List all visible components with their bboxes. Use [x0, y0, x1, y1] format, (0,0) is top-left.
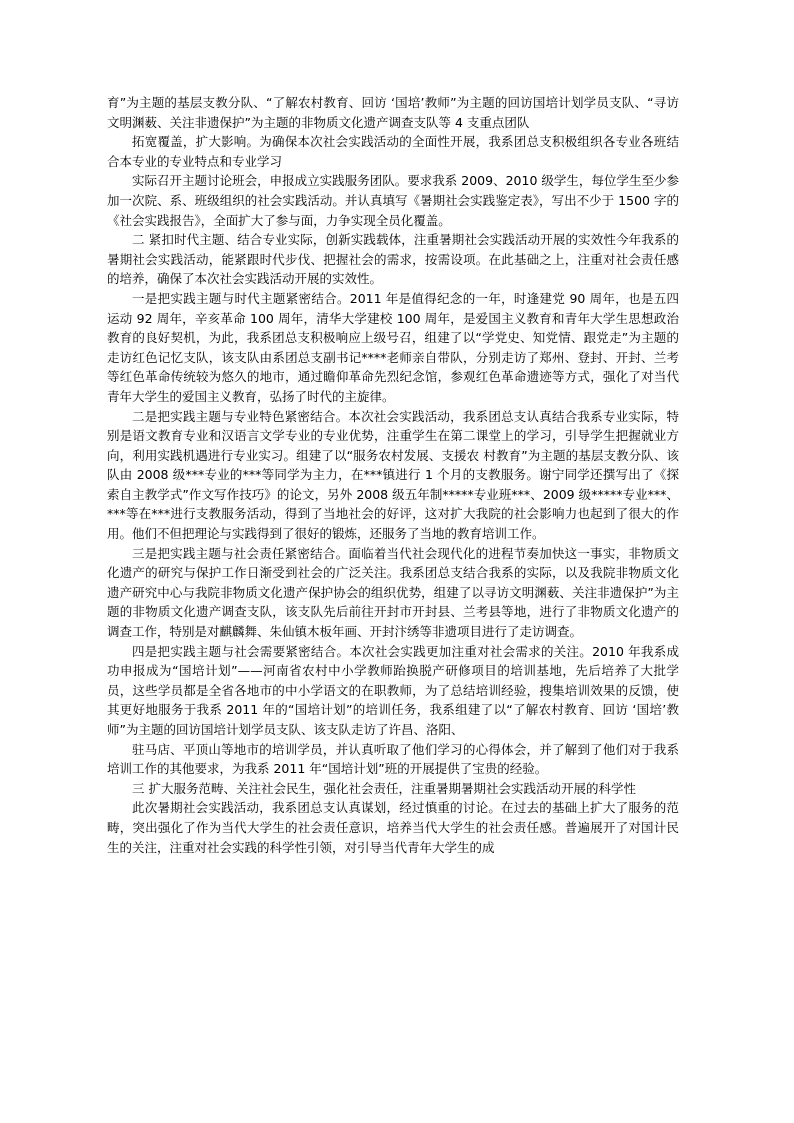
paragraph-7: 三是把实践主题与社会责任紧密结合。面临着当代社会现代化的进程节奏加快这一事实，非物质文化遗产的研究与保护工作日渐受到社会的广泛关注。我系团总支结合我系的实际，以及我院非物质文化遗产研究中心与我院非物质文化遗产保护协会的组织优势，组建了以寻访文明渊薮、关注非遗保护”为主题的非物质文化遗产调查支队，该支队先后前往开封市开封县、兰考县等地，进行了非物质文化遗产的调查工作，特别是对麒麟舞、朱仙镇木板年画、开封汴绣等非遗项目进行了走访调查。	[107, 545, 679, 640]
paragraph-9: 驻马店、平顶山等地市的培训学员，并认真听取了他们学习的心得体会，并了解到了他们对于我系培训工作的其他要求，为我系 2011 年“国培计划”班的开展提供了宝贵的经验。	[107, 741, 679, 777]
paragraph-5: 一是把实践主题与时代主题紧密结合。2011 年是值得纪念的一年，时逢建党 90 周年，也是五四运动 92 周年，辛亥革命 100 周年，清华大学建校 100 周年，是爱国主义教育和青年大学生思想政治教育的良好契机，为此，我系团总支积极响应上级号召，组建了以“学党史、知党情、跟党走”为主题的走访红色记忆支队，该支队由系团总支副书记****老师亲自带队，分别走访了郑州、登封、开封、兰考等红色革命传统较为悠久的地市，通过瞻仰革命先烈纪念馆，参观红色革命遗迹等方式，强化了对当代青年大学生的爱国主义教育，弘扬了时代的主旋律。	[107, 290, 679, 404]
document-page	[107, 93, 679, 857]
paragraph-2: 拓宽覆盖，扩大影响。为确保本次社会实践活动的全面性开展，我系团总支积极组织各专业各班结合本专业的专业特点和专业学习	[107, 134, 679, 169]
paragraph-10: 三 扩大服务范畴、关注社会民生，强化社会责任，注重暑期暑期社会实践活动开展的科学性	[132, 780, 636, 796]
paragraph-11: 此次暑期社会实践活动，我系团总支认真谋划，经过慎重的讨论。在过去的基础上扩大了服务的范畴，突出强化了作为当代大学生的社会责任意识，培养当代大学生的社会责任感。普遍展开了对国计民生的关注，注重对社会实践的科学性引领，对引导当代青年大学生的成	[107, 800, 679, 855]
paragraph-6: 二是把实践主题与专业特色紧密结合。本次社会实践活动，我系团总支认真结合我系专业实际，特别是语文教育专业和汉语言文学专业的专业优势，注重学生在第二课堂上的学习，引导学生把握就业方向，利用实践机遇进行专业实习。组建了以“服务农村发展、支援农 村教育”为主题的基层支教分队、该队由 2008 级***专业的***等同学为主力，在***镇进行 1 个月的支教服务。谢宁同学还撰写出了《探索自主教学式”作文写作技巧》的论文，另外 2008 级五年制*****专业班***、2009 级*****专业***、***等在***进行支教服务活动，得到了当地社会的好评，这对扩大我院的社会影响力也起到了很大的作用。他们不但把理论与实践得到了很好的锻炼，还服务了当地的教育培训工作。	[107, 408, 679, 542]
paragraph-3: 实际召开主题讨论班会，申报成立实践服务团队。要求我系 2009、2010 级学生，每位学生至少参加一次院、系、班级组织的社会实践活动。并认真填写《暑期社会实践鉴定表》，写出不少于 1500 字的《社会实践报告》，全面扩大了参与面，力争实现全员化覆盖。	[107, 173, 679, 228]
paragraph-8: 四是把实践主题与社会需要紧密结合。本次社会实践更加注重对社会需求的关注。2010 年我系成功申报成为“国培计划”——河南省农村中小学教师跆换脱产研修项目的培训基地，先后培养了大批学员，这些学员都是全省各地市的中小学语文的在职教师，为了总结培训经验，搜集培训效果的反馈，使其更好地服务于我系 2011 年的“国培计划”的培训任务，我系组建了以“了解农村教育、回访 ‘国培’教师”为主题的回访国培计划学员支队、该支队走访了许昌、洛阳、	[107, 643, 679, 737]
paragraph-1: 育”为主题的基层支教分队、“了解农村教育、回访 ‘国培’教师”为主题的回访国培计划学员支队、“寻访文明渊薮、关注非遗保护”为主题的非物质文化遗产调查支队等 4 支重点团队	[107, 95, 679, 130]
paragraph-4: 二 紧扣时代主题、结合专业实际，创新实践载体，注重暑期社会实践活动开展的实效性今年我系的暑期社会实践活动，能紧跟时代步伐、把握社会的需求，按需设项。在此基础之上，注重对社会责任感的培养，确保了本次社会实践活动开展的实效性。	[107, 232, 679, 287]
